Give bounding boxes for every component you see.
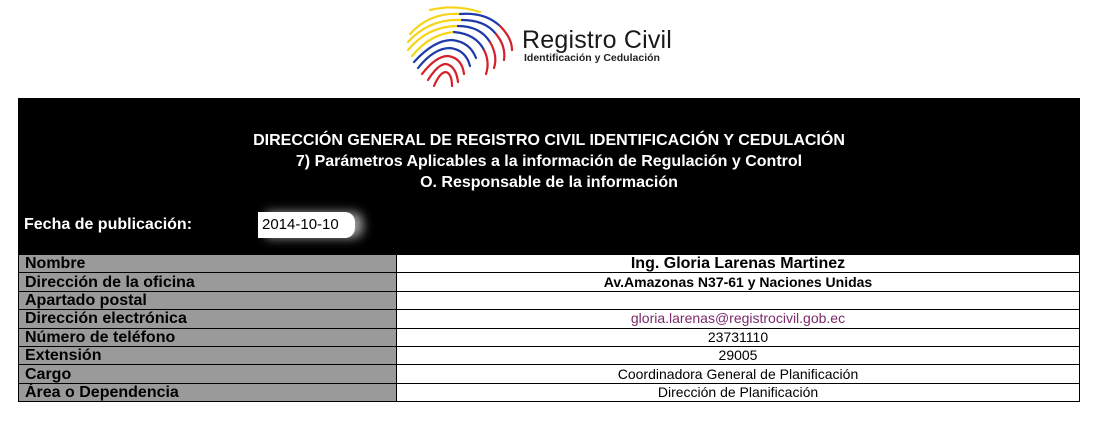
row-label: Nombre: [19, 255, 397, 273]
row-label: Extensión: [19, 346, 397, 364]
row-label: Dirección de la oficina: [19, 273, 397, 291]
row-value: 29005: [397, 346, 1080, 364]
row-label: Dirección electrónica: [19, 310, 397, 328]
table-row: [19, 310, 1080, 328]
row-value: Ing. Gloria Larenas Martinez: [397, 255, 1080, 273]
email-link[interactable]: gloria.larenas@registrocivil.gob.ec: [397, 310, 1080, 328]
header-section: 7) Parámetros Aplicables a la información de Regulación y Control: [295, 153, 803, 170]
row-value: [397, 291, 1080, 309]
publication-date-value: 2014-10-10: [258, 212, 355, 238]
row-value: 23731110: [397, 328, 1080, 346]
row-value: Av.Amazonas N37-61 y Naciones Unidas: [397, 273, 1080, 291]
brand-subtitle: Identificación y Cedulación: [524, 52, 660, 64]
table-row: [19, 273, 1080, 291]
row-label: Apartado postal: [19, 291, 397, 309]
responsible-info-table: [18, 254, 1080, 402]
table-row: [19, 255, 1080, 273]
table-row: [19, 365, 1080, 383]
registro-civil-logo: [400, 4, 700, 90]
row-label: Cargo: [19, 365, 397, 383]
header-subsection: O. Responsable de la información: [420, 174, 678, 191]
table-row: [19, 346, 1080, 364]
brand-title: Registro Civil: [522, 26, 673, 54]
row-label: Área o Dependencia: [19, 383, 397, 401]
header-title: DIRECCIÓN GENERAL DE REGISTRO CIVIL IDENTIFICACIÓN Y CEDULACIÓN: [253, 132, 845, 149]
report-header: [18, 98, 1080, 254]
publication-date-label: Fecha de publicación:: [24, 216, 193, 233]
table-row: [19, 291, 1080, 309]
fingerprint-icon: [400, 4, 520, 90]
table-row: [19, 328, 1080, 346]
row-value: Dirección de Planificación: [397, 383, 1080, 401]
row-label: Número de teléfono: [19, 328, 397, 346]
row-value: Coordinadora General de Planificación: [397, 365, 1080, 383]
table-row: [19, 383, 1080, 401]
